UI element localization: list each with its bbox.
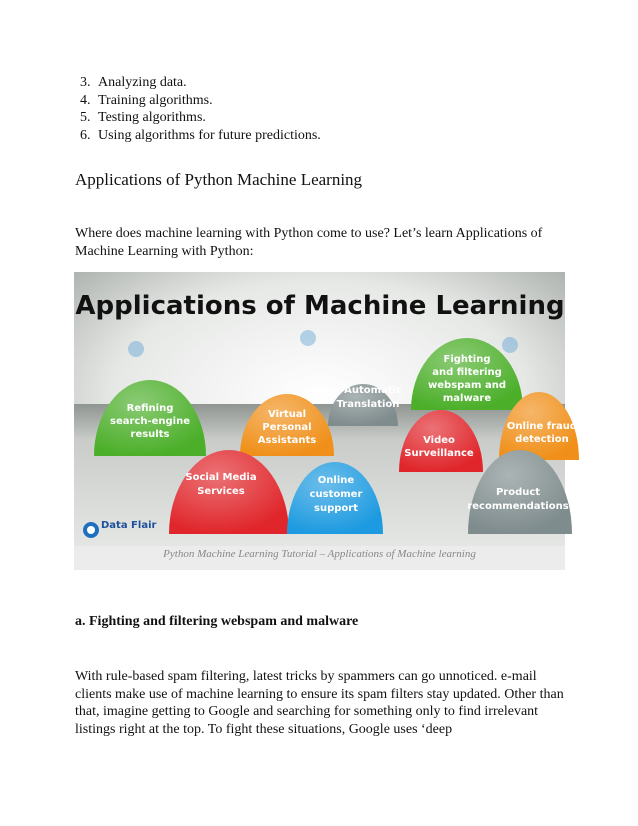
- bubble-label: search-engine: [110, 416, 190, 427]
- list-item: [80, 109, 321, 127]
- bubble-label: malware: [442, 393, 492, 404]
- applications-infographic: [74, 272, 578, 546]
- list-number: 5.: [80, 110, 91, 125]
- steps-list: [80, 74, 321, 144]
- list-text: Using algorithms for future predictions.: [98, 127, 321, 143]
- bubble-label: Product: [495, 487, 541, 498]
- list-number: 3.: [80, 75, 91, 90]
- bubble-label: Personal: [262, 422, 312, 433]
- list-item: [80, 92, 321, 110]
- bubble-label: Fighting: [443, 354, 491, 365]
- bubble-label: recommendations: [467, 501, 569, 512]
- bubble-label: Services: [197, 486, 245, 497]
- bubble-label: Surveillance: [404, 448, 474, 459]
- body-paragraph: With rule-based spam filtering, latest tricks by spammers can go unnoticed. e-mail clients make use of machine learning to ensure its spam filters stay updated. Other than that, imagine getting to Google and searching for something only to find irrelevant listings right at the top. To fight these situations, Google uses ‘deep: [75, 669, 564, 737]
- figure-caption: Python Machine Learning Tutorial – Applications of Machine learning: [163, 548, 476, 560]
- bubble-label: Assistants: [257, 435, 317, 446]
- banner-title: Applications of Machine Learning: [75, 291, 565, 321]
- bubble-label: detection: [515, 434, 569, 445]
- list-item: [80, 74, 321, 92]
- bubble-label: Social Media: [185, 472, 257, 483]
- bubble-label: webspam and: [428, 380, 506, 391]
- list-number: 6.: [80, 127, 91, 143]
- list-item: [80, 127, 321, 145]
- list-text: Training algorithms.: [98, 92, 213, 108]
- bubble-label: results: [130, 429, 170, 440]
- bubble-label: Automatic: [344, 385, 402, 396]
- applications-figure: [74, 272, 578, 570]
- list-number: 4.: [80, 92, 91, 108]
- bubble-label: Virtual: [268, 409, 306, 420]
- bubble-label: customer: [309, 489, 363, 500]
- logo-text: Data Flair: [101, 520, 157, 531]
- subsection-heading: a. Fighting and filtering webspam and malware: [75, 614, 359, 629]
- bubble-label: Video: [423, 435, 455, 446]
- intro-paragraph: Where does machine learning with Python come to use? Let’s learn Applications of Machine Learning with Python:: [75, 226, 543, 259]
- bubble-label: and filtering: [432, 367, 502, 378]
- bubble-label: support: [314, 503, 358, 514]
- bubble-label: Online fraud: [506, 421, 578, 432]
- section-title: Applications of Python Machine Learning: [75, 170, 363, 189]
- list-text: Testing algorithms.: [98, 110, 206, 125]
- bubble-label: Refining: [126, 403, 174, 414]
- list-text: Analyzing data.: [98, 75, 187, 90]
- bubble-label: Online: [317, 475, 355, 486]
- bubble-label: Translation: [336, 399, 400, 410]
